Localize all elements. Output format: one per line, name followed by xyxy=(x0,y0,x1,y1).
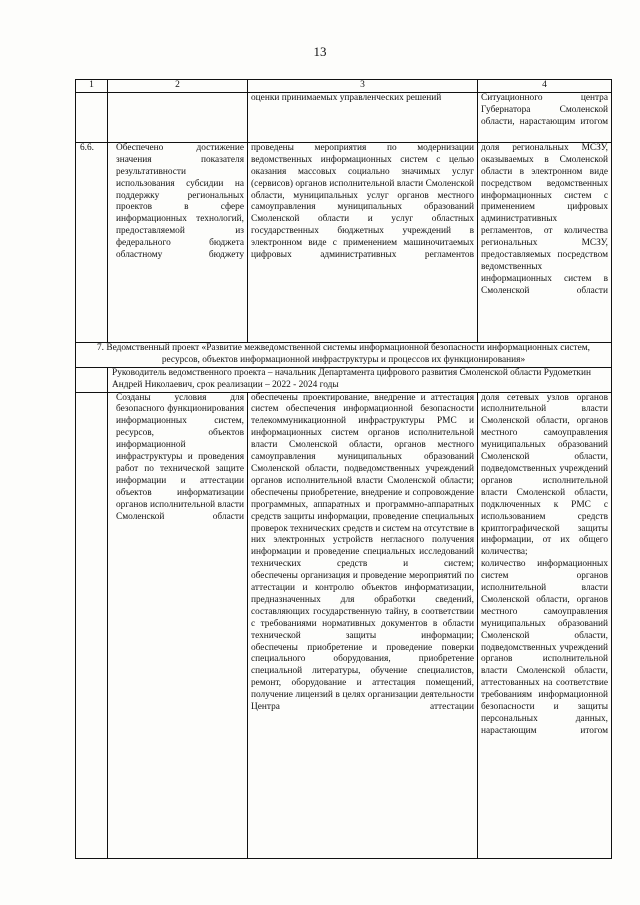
row-cont-col-4: Ситуационного центра Губернатора Смоленской области, нарастающим итогом xyxy=(478,92,612,142)
header-col-2: 2 xyxy=(108,80,248,93)
col-3-paragraph: обеспечены организация и проведение мероприятий по аттестации и контролю объектов информатизации, предназначенных для обработки сведений, составляющих государственную тайну, в соответствии с требованиями нормативных документов в области технической защиты информации; xyxy=(251,571,474,641)
row-number: 6.6. xyxy=(76,142,108,342)
row-cont-col-3: оценки принимаемых управленческих решений xyxy=(248,92,478,142)
table-row-continued xyxy=(76,92,612,142)
col-4-paragraph: количество информационных систем органов исполнительной власти Смоленской области, органов местного самоуправления муниципальных образований Смоленской области, подведомственных учреждений органов исполнительной власти Смоленской области, аттестованных на соответствие требованиям информационной безопасности и защиты персональных данных, нарастающим итогом xyxy=(481,559,608,736)
col-3-paragraph: обеспечены приобретение, внедрение и сопровождение программных, аппаратных и программно-аппаратных средств защиты информации, проведение специальных проверок технических средств и систем на отсутствие в них электронных устройств негласного получения информации и проведение специальных исследований технических средств и систем; xyxy=(251,487,474,570)
table-row-6-6 xyxy=(76,142,612,342)
row-71-col-4 xyxy=(478,392,612,858)
col-3-paragraph: обеспечены проектирование, внедрение и аттестация систем обеспечения информационной безопасности телекоммуникационной инфраструктуры РМС и информационных систем органов исполнительной власти Смоленской области, органов местного самоуправления муниципальных образований Смоленской области, подведомственных учреждений органов исполнительной власти Смоленской области; xyxy=(251,392,474,486)
page-number: 13 xyxy=(313,44,327,59)
project-7-title: 7. Ведомственный проект «Развитие межведомственной системы информационной безопасности информационных систем, ресурсов, объектов информационной инфраструктуры и процессов их функционирования» xyxy=(76,342,612,367)
header-col-3: 3 xyxy=(248,80,478,93)
header-col-1: 1 xyxy=(76,80,108,93)
row-71-col-2: Созданы условия для безопасного функционирования информационных систем, ресурсов, объектов информационной инфраструктуры и проведения работ по технической защите информации и аттестации объектов информатизации органов исполнительной власти Смоленской области xyxy=(108,392,248,858)
table-row-7-1 xyxy=(76,392,612,858)
col-4-paragraph: доля сетевых узлов органов исполнительной власти Смоленской области, органов местного самоуправления муниципальных образований Смоленской области, подведомственных учреждений органов исполнительной власти Смоленской области, подключенных к РМС с использованием средств криптографической защиты информации, от их общего количества; xyxy=(481,392,608,558)
project-7-head: Руководитель ведомственного проекта – начальник Департамента цифрового развития Смоленской области Рудометкин Андрей Николаевич, срок реализации – 2022 - 2024 годы xyxy=(108,367,612,392)
project-7-head-row xyxy=(76,367,612,392)
row-66-col-3: проведены мероприятия по модернизации ведомственных информационных систем с целью оказания массовых социально значимых услуг (сервисов) органов исполнительной власти Смоленской области, муниципальных услуг органов местного самоуправления муниципальных образований Смоленской области и услуг областных государственных бюджетных учреждений в электронном виде с применением машиночитаемых цифровых административных регламентов xyxy=(248,142,478,342)
project-7-title-row xyxy=(76,342,612,367)
col-3-paragraph: обеспечены приобретение и проведение поверки специального оборудования, приобретение специальной литературы, обучение специалистов, ремонт, оборудование и аттестация помещений, получение лицензий в целях организации деятельности Центра аттестации xyxy=(251,642,474,713)
row-66-col-4: доля региональных МСЗУ, оказываемых в Смоленской области в электронном виде посредством ведомственных информационных систем с применением цифровых административных регламентов, от количества региональных МСЗУ, предоставляемых посредством ведомственных информационных систем в Смоленской области xyxy=(478,142,612,342)
row-66-col-2: Обеспечено достижение значения показателя результативности использования субсидии на поддержку региональных проектов в сфере информационных технологий, предоставляемой из федерального бюджета областному бюджету xyxy=(108,142,248,342)
row-71-col-3 xyxy=(248,392,478,858)
header-row xyxy=(76,80,612,93)
document-table xyxy=(75,79,612,859)
header-col-4: 4 xyxy=(478,80,612,93)
